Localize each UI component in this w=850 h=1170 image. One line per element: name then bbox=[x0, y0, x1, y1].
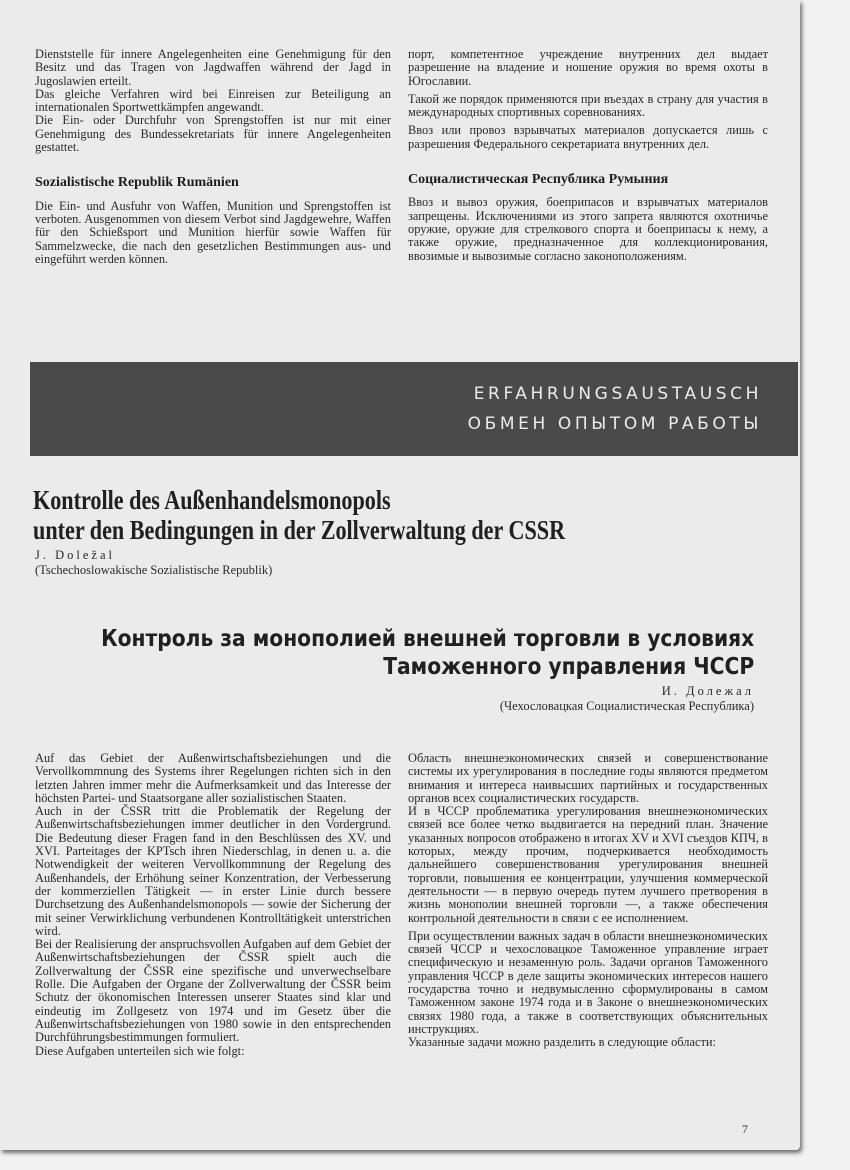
title-line: Kontrolle des Außenhandelsmonopols bbox=[33, 485, 391, 515]
banner-title-ru: ОБМЕН ОПЫТОМ РАБОТЫ bbox=[467, 414, 762, 434]
paragraph: Bei der Realisierung der anspruchsvollen Aufgaben auf dem Gebiet der Außenwirtschaftsbeziehungen der ČSSR spielt auch die Zollverwaltung der ČSSR eine spezifische und unverwechselbare Rolle. Die Aufgaben der Organe der Zollverwaltung der ČSSR beim Schutz der ökonomischen Interessen unserer Staates sind klar und eindeutig im Zollgesetz von 1974 und im Gesetz über die Außenwirtschaftsbeziehungen von 1980 sowie in den entsprechenden Durchführungsbestimmungen formuliert. bbox=[35, 937, 391, 1045]
paragraph: Die Ein- und Ausfuhr von Waffen, Munition und Sprengstoffen ist verboten. Ausgenommen von diesem Verbot sind Jagdgewehre, Waffen für den Schießsport und Munition hierfür sowie Waffen für Sammelzwecke, die nach den gesetzlichen Bestimmungen aus- und eingeführt werden können. bbox=[35, 198, 391, 266]
paragraph: Область внешнеэкономических связей и совершенствование системы их урегулирования в последние годы являются предметом внимания и интереса наивысших партийных и государственных органов всех социалистических государств. bbox=[408, 751, 768, 805]
author-affiliation: (Tschechoslowakische Sozialistische Republik) bbox=[35, 563, 273, 577]
paragraph: Auch in der ČSSR tritt die Problematik der Regelung der Außenwirtschaftsbeziehungen immer deutlicher in den Vordergrund. Die Bedeutung dieser Fragen fand in den Beschlüssen des XV. und XVI. Parteitages der KPTsch ihren Niederschlag, in denen u. a. die Notwendigkeit der weiteren Vervollkommnung der Regelung des Außenhandels, der Erhöhung seiner Konzentration, der Verbesserung der kommerziellen Tätigkeit — in erster Linie durch bessere Durchsetzung des Außenhandelsmonopols — sowie der Sicherung der mit seiner Verwirklichung verbundenen Kontrolltätigkeit unterstrichen wird. bbox=[35, 804, 391, 938]
section-heading: Социалистическая Республика Румыния bbox=[408, 172, 669, 188]
banner-title-de: ERFAHRUNGSAUSTAUSCH bbox=[473, 384, 762, 404]
author-affiliation: (Чехословацкая Социалистическая Республика) bbox=[499, 699, 754, 713]
body-column-de bbox=[35, 752, 391, 1058]
title-line: unter den Bedingungen in der Zollverwaltung der CSSR bbox=[33, 515, 566, 545]
top-left-column bbox=[35, 48, 391, 266]
article-title-ru bbox=[101, 625, 754, 681]
paragraph: Такой же порядок применяются при въездах в страну для участия в международных спортивных соревнованиях. bbox=[408, 91, 768, 120]
title-line: Контроль за монополией внешней торговли в условиях bbox=[100, 626, 754, 652]
byline-de bbox=[35, 548, 272, 578]
section-banner bbox=[30, 362, 798, 456]
body-column-ru bbox=[408, 752, 768, 1050]
paragraph: Diese Aufgaben unterteilen sich wie folgt: bbox=[35, 1043, 245, 1058]
paragraph: Dienststelle für innere Angelegenheiten eine Genehmigung für den Besitz und das Tragen von Jagdwaffen während der Jagd in Jugoslawien erteilt. bbox=[35, 47, 391, 88]
paragraph: Das gleiche Verfahren wird bei Einreisen zur Beteiligung an internationalen Sportwettkämpfen angewandt. bbox=[35, 86, 391, 115]
paragraph: Ввоз или провоз взрывчатых материалов допускается лишь с разрешения Федерального секретариата внутренних дел. bbox=[408, 123, 768, 151]
paragraph: Ввоз и вывоз оружия, боеприпасов и взрывчатых материалов запрещены. Исключениями из этого запрета являются охотничье оружие, оружие для стрелкового спорта и боеприпасы к нему, а также оружие, предназначенное для коллекционирования, ввозимые и вывозимые согласно законоположениям. bbox=[408, 195, 768, 263]
article-title-de bbox=[33, 485, 565, 545]
paragraph: При осуществлении важных задач в области внешнеэкономических связей ЧССР и чехословацкое Таможенное управление играет специфическую и незаменную роль. Задачи органов Таможенного управления ЧССР в деле защиты экономических интересов нашего государства точно и недвумысленно сформулированы в самом Таможенном законе 1974 года и в Законе о внешнеэкономических связях 1980 года, а также в соответствующих объяснительных инструкциях. bbox=[408, 928, 768, 1036]
paragraph: Auf das Gebiet der Außenwirtschaftsbeziehungen und die Vervollkommnung des Systems ihrer Regelungen richten sich in den letzten Jahren immer mehr die Aufmerksamkeit und das Interesse der höchsten Partei- und Staatsorgane aller sozialistischen Staaten. bbox=[35, 751, 391, 805]
page-number: 7 bbox=[742, 1122, 748, 1136]
paragraph: порт, компетентное учреждение внутренних дел выдает разрешение на владение и ношение оружия во время охоты в Югославии. bbox=[408, 47, 768, 88]
author-name: J. Doležal bbox=[35, 548, 115, 562]
top-right-column bbox=[408, 48, 768, 263]
paragraph: Указанные задачи можно разделить в следующие области: bbox=[408, 1035, 716, 1050]
byline-ru bbox=[500, 684, 754, 714]
paragraph: И в ЧССР проблематика урегулирования внешнеэкономических связей все более четко выдвигается на передний план. Значение указанных вопросов отображено в итогах XV и XVI съездов КПЧ, в которых, между прочим, подчеркивается необходимость дальнейшего совершенствования урегулирования внешней торговли, повышения ее концентрации, улучшения коммерческой деятельности — в первую очередь путем лучшего претворения в жизнь монополии внешней торговли —, а также обеспечения контрольной деятельности в связи с ее исполнением. bbox=[408, 804, 768, 925]
paragraph: Die Ein- oder Durchfuhr von Sprengstoffen ist nur mit einer Genehmigung des Bundessekretariats für innere Angelegenheiten gestattet. bbox=[35, 113, 391, 155]
title-line: Таможенного управления ЧССР bbox=[383, 654, 754, 680]
section-heading: Sozialistische Republik Rumänien bbox=[35, 175, 239, 191]
author-name: И. Долежал bbox=[661, 684, 754, 698]
